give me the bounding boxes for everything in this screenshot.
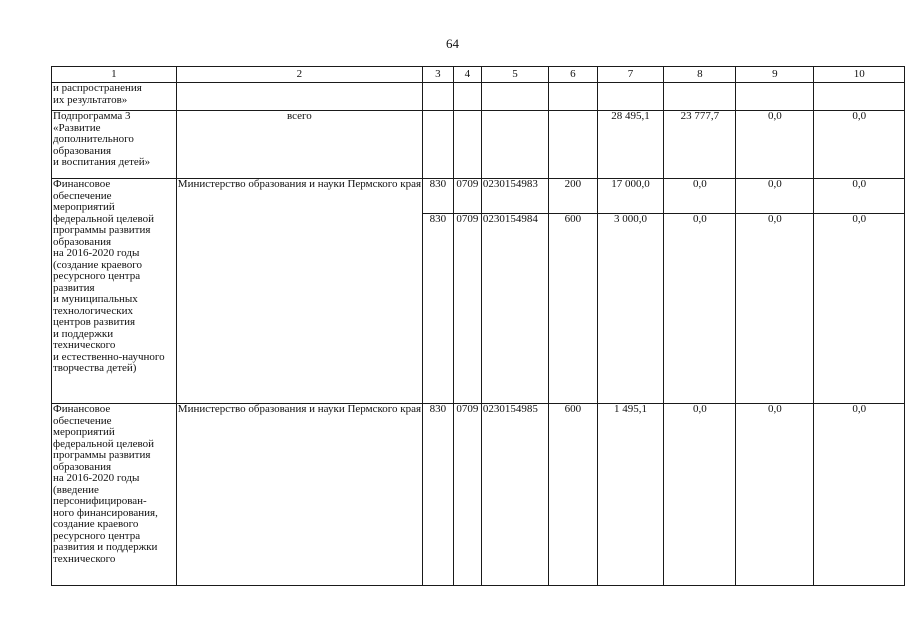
column-header-9: 9	[736, 67, 814, 83]
responsible-cell: всего	[176, 111, 422, 179]
budget-table	[51, 66, 905, 586]
row-name-cell: Подпрограмма 3 «Развитие дополнительного образования и воспитания детей»	[52, 111, 177, 179]
amount-col9-cell: 0,0	[736, 111, 814, 179]
column-header-1: 1	[52, 67, 177, 83]
amount-col8-cell: 23 777,7	[664, 111, 736, 179]
section-code-cell	[453, 83, 481, 111]
section-code-cell: 0709	[453, 179, 481, 214]
column-header-3: 3	[423, 67, 454, 83]
expense-type-cell: 200	[549, 179, 598, 214]
expense-type-cell: 600	[549, 404, 598, 586]
row-name-cell: Финансовое обеспечение мероприятий федеральной целевой программы развития образования на 2016-2020 годы (введение персонифицирован- ного финансирования, создание краевого ресурсного центра развития и поддержки технического	[52, 404, 177, 586]
admin-code-cell	[423, 83, 454, 111]
amount-col9-cell: 0,0	[736, 214, 814, 404]
amount-col10-cell	[814, 83, 905, 111]
column-header-8: 8	[664, 67, 736, 83]
amount-col9-cell: 0,0	[736, 404, 814, 586]
table-row	[52, 111, 905, 179]
target-article-cell	[481, 111, 548, 179]
page-number: 64	[446, 36, 459, 51]
amount-col7-cell: 3 000,0	[597, 214, 664, 404]
column-header-10: 10	[814, 67, 905, 83]
responsible-cell	[176, 83, 422, 111]
responsible-cell: Министерство образования и науки Пермского края	[176, 404, 422, 586]
amount-col9-cell	[736, 83, 814, 111]
responsible-cell: Министерство образования и науки Пермского края	[176, 179, 422, 404]
column-header-7: 7	[597, 67, 664, 83]
row-name-cell: и распространения их результатов»	[52, 83, 177, 111]
column-header-5: 5	[481, 67, 548, 83]
admin-code-cell: 830	[423, 214, 454, 404]
column-header-4: 4	[453, 67, 481, 83]
section-code-cell: 0709	[453, 404, 481, 586]
table-row	[52, 179, 905, 214]
expense-type-cell	[549, 83, 598, 111]
expense-type-cell	[549, 111, 598, 179]
target-article-cell: 0230154984	[481, 214, 548, 404]
amount-col8-cell: 0,0	[664, 214, 736, 404]
amount-col8-cell: 0,0	[664, 404, 736, 586]
amount-col9-cell: 0,0	[736, 179, 814, 214]
amount-col7-cell: 17 000,0	[597, 179, 664, 214]
target-article-cell: 0230154983	[481, 179, 548, 214]
table-row	[52, 404, 905, 586]
amount-col8-cell: 0,0	[664, 179, 736, 214]
amount-col10-cell: 0,0	[814, 214, 905, 404]
table-header-row	[52, 67, 905, 83]
table-row	[52, 83, 905, 111]
admin-code-cell: 830	[423, 179, 454, 214]
target-article-cell: 0230154985	[481, 404, 548, 586]
admin-code-cell: 830	[423, 404, 454, 586]
expense-type-cell: 600	[549, 214, 598, 404]
target-article-cell	[481, 83, 548, 111]
section-code-cell	[453, 111, 481, 179]
amount-col8-cell	[664, 83, 736, 111]
column-header-6: 6	[549, 67, 598, 83]
column-header-2: 2	[176, 67, 422, 83]
amount-col7-cell: 28 495,1	[597, 111, 664, 179]
amount-col7-cell	[597, 83, 664, 111]
amount-col10-cell: 0,0	[814, 111, 905, 179]
amount-col10-cell: 0,0	[814, 179, 905, 214]
amount-col7-cell: 1 495,1	[597, 404, 664, 586]
admin-code-cell	[423, 111, 454, 179]
section-code-cell: 0709	[453, 214, 481, 404]
row-name-cell: Финансовое обеспечение мероприятий федеральной целевой программы развития образования на 2016-2020 годы (создание краевого ресурсного центра развития и муниципальных технологических центров развития и поддержки технического и естественно-научного творчества детей)	[52, 179, 177, 404]
amount-col10-cell: 0,0	[814, 404, 905, 586]
